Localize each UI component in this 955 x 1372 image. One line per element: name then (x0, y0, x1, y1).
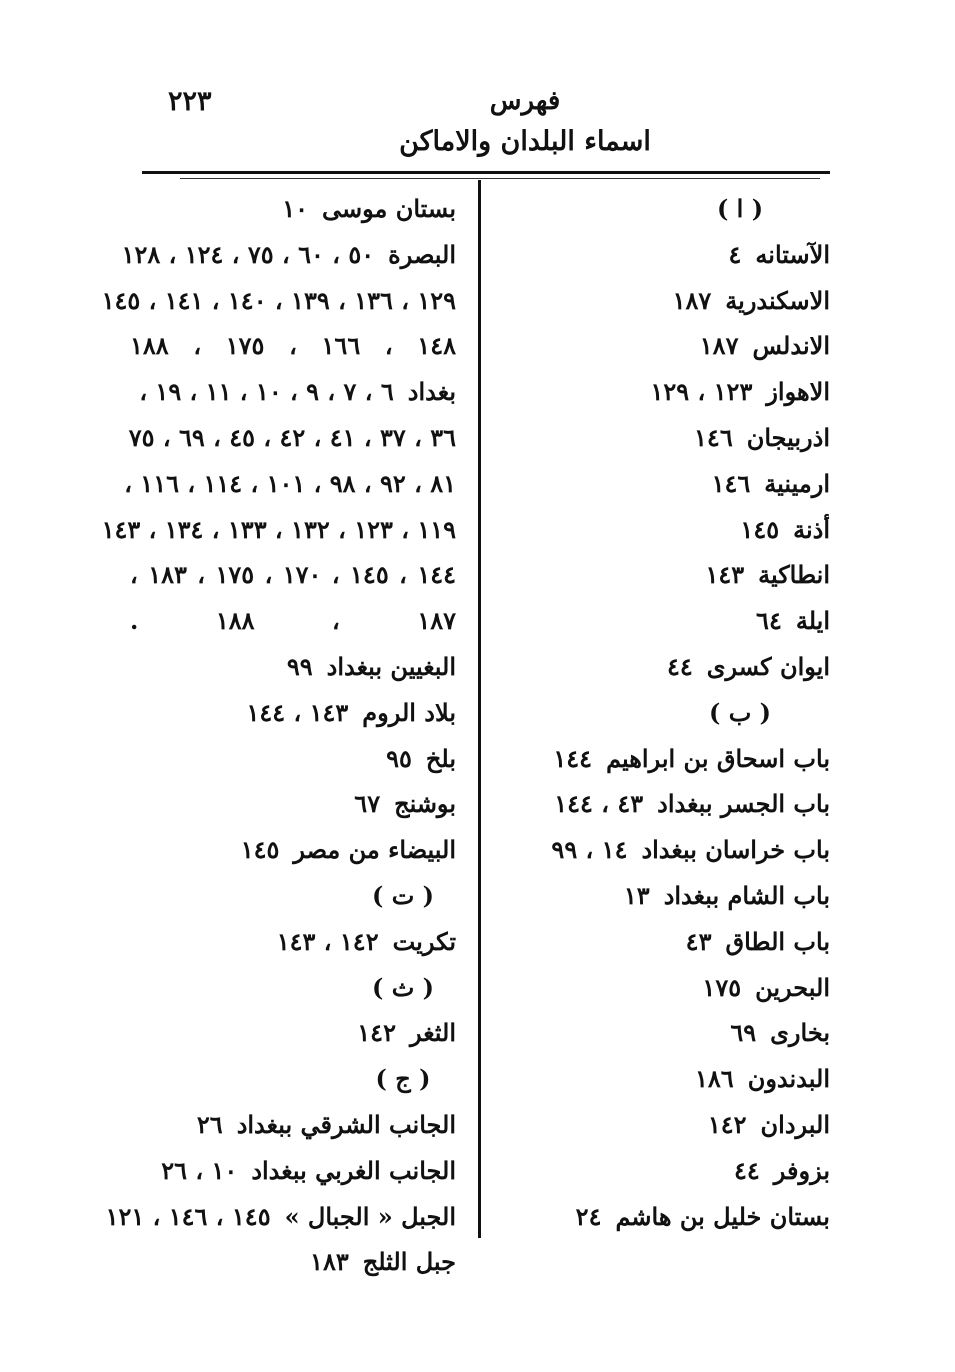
entry-name: الجانب الشرقي ببغداد (236, 1109, 456, 1139)
entry-name: انطاكية (758, 560, 830, 590)
entry-pages: ٤٣ (685, 926, 712, 956)
entry-pages: ١٧٥ (702, 972, 742, 1002)
entry-name: بزوفر (773, 1155, 830, 1185)
index-entry (500, 644, 830, 690)
index-entry (121, 232, 456, 278)
index-entry (500, 1010, 830, 1056)
index-entry (500, 323, 830, 369)
page-refs-continuation: ١٨٧ ، ١٨٨ . (130, 606, 456, 636)
entry-pages: ٤٤ (666, 651, 693, 681)
column-divider (478, 180, 481, 1238)
entry-pages: ٤٤ (733, 1155, 760, 1185)
index-entry (130, 644, 456, 690)
right-column (500, 186, 830, 1239)
index-entry (500, 415, 830, 461)
index-entry (105, 1194, 456, 1240)
index-entry (130, 1010, 456, 1056)
index-entry (500, 461, 830, 507)
entry-pages: ١٤٣ (705, 560, 745, 590)
index-subtitle: اسماء البلدان والاماكن (399, 126, 651, 157)
entry-name: بلخ (425, 743, 456, 773)
index-entry (500, 232, 830, 278)
entry-pages: ١٨٧ (672, 285, 712, 315)
section-letter: ( ا ) (716, 194, 764, 223)
section-letter: ( ج ) (375, 1064, 431, 1094)
entry-name: بغداد (407, 377, 456, 407)
entry-name: ارمينية (764, 468, 830, 498)
entry-pages: ١٤ ، ٩٩ (551, 835, 628, 865)
section-letter: ( ث ) (371, 972, 434, 1002)
section-letter: ( ب ) (708, 697, 771, 727)
index-entry (130, 827, 456, 873)
index-entry (500, 1102, 830, 1148)
page-refs-continuation: ١٤٨ ، ١٦٦ ، ١٧٥ ، ١٨٨ (130, 331, 456, 361)
entry-pages: ١٤٦ (694, 422, 733, 452)
index-title: فهرس (489, 86, 561, 116)
entry-pages: ١٠ ، ٢٦ (161, 1155, 238, 1185)
entry-pages: ١٤٢ (357, 1018, 396, 1048)
index-entry (500, 873, 830, 919)
entry-pages: ١٣ (623, 880, 650, 910)
index-entry (130, 690, 456, 736)
index-entry (130, 1102, 456, 1148)
entry-name: بوشنج (394, 789, 456, 819)
entry-name: ايلة (795, 606, 830, 636)
entry-pages: ٦ ، ٧ ، ٩ ، ١٠ ، ١١ ، ١٩ ، (139, 377, 394, 407)
entry-name: البردان (760, 1109, 830, 1139)
page-refs-continuation: ١٤٤ ، ١٤٥ ، ١٧٠ ، ١٧٥ ، ١٨٣ ، (130, 560, 456, 590)
entry-name: البيضاء من مصر (293, 835, 456, 865)
index-entry (130, 369, 456, 415)
entry-name: البحرين (755, 972, 830, 1002)
entry-pages: ٦٩ (730, 1018, 757, 1048)
index-entry (130, 1239, 456, 1285)
index-entry (500, 965, 830, 1011)
page-refs-continuation: ١٢٩ ، ١٣٦ ، ١٣٩ ، ١٤٠ ، ١٤١ ، ١٤٥ (101, 285, 456, 315)
page-refs-continuation: ٣٦ ، ٣٧ ، ٤١ ، ٤٢ ، ٤٥ ، ٦٩ ، ٧٥ (128, 422, 456, 452)
entry-pages: ٢٤ (575, 1201, 602, 1231)
entry-name: باب الجسر ببغداد (657, 789, 830, 819)
index-entry (500, 1194, 830, 1240)
entry-pages: ١٤٥ ، ١٤٦ ، ١٢١ (105, 1201, 271, 1231)
index-entry (500, 736, 830, 782)
entry-pages: ١٠ (282, 194, 308, 223)
section-letter: ( ت ) (371, 880, 434, 910)
entry-name: أذنة (793, 514, 830, 544)
index-entry (130, 781, 456, 827)
index-entry (500, 781, 830, 827)
index-entry (130, 919, 456, 965)
entry-pages: ٩٩ (286, 651, 313, 681)
entry-pages: ١٤٥ (240, 835, 280, 865)
header-rule (142, 171, 830, 174)
index-entry (130, 1148, 456, 1194)
entry-name: الاندلس (752, 331, 830, 361)
entry-name: باب الطاق (725, 926, 830, 956)
entry-pages: ١٢٣ ، ١٢٩ (650, 377, 753, 407)
header-rule-thin (180, 178, 820, 179)
entry-name: الجبل « الجبال » (284, 1201, 456, 1231)
page-refs-continuation: ١١٩ ، ١٢٣ ، ١٣٢ ، ١٣٣ ، ١٣٤ ، ١٤٣ (101, 514, 456, 544)
index-entry (500, 1148, 830, 1194)
index-entry (500, 278, 830, 324)
entry-pages: ٢٦ (196, 1109, 223, 1139)
entry-name: بستان خليل بن هاشم (615, 1201, 830, 1231)
entry-pages: ١٤٥ (740, 514, 780, 544)
entry-pages: ٤ (728, 239, 742, 269)
entry-name: بستان موسى (322, 194, 456, 223)
index-entry (500, 827, 830, 873)
entry-name: الاهواز (766, 377, 830, 407)
entry-name: اذربيجان (746, 422, 830, 452)
entry-name: الجانب الغربي ببغداد (251, 1155, 456, 1185)
entry-name: الآستانه (755, 239, 830, 269)
page-number: ٢٢٣ (168, 86, 212, 117)
entry-pages: ١٤٦ (711, 468, 751, 498)
entry-pages: ١٤٣ ، ١٤٤ (246, 697, 349, 727)
index-entry (500, 598, 830, 644)
entry-pages: ١٨٣ (310, 1247, 349, 1277)
entry-name: البغيين ببغداد (326, 651, 456, 681)
entry-name: باب الشام ببغداد (663, 880, 830, 910)
entry-name: الثغر (409, 1018, 456, 1048)
entry-name: البدندون (747, 1064, 830, 1094)
entry-name: البصرة (388, 239, 456, 269)
entry-pages: ٤٣ ، ١٤٤ (554, 789, 644, 819)
entry-pages: ١٨٧ (699, 331, 739, 361)
index-entry (500, 919, 830, 965)
entry-pages: ١٤٤ (553, 743, 593, 773)
entry-name: تكريت (392, 926, 456, 956)
entry-name: باب خراسان ببغداد (641, 835, 830, 865)
entry-name: جبل الثلج (362, 1247, 456, 1277)
entry-name: بلاد الروم (362, 697, 456, 727)
entry-pages: ٦٤ (756, 606, 782, 636)
index-entry (500, 369, 830, 415)
entry-name: باب اسحاق بن ابراهيم (606, 743, 830, 773)
page-refs-continuation: ٨١ ، ٩٢ ، ٩٨ ، ١٠١ ، ١١٤ ، ١١٦ ، (124, 468, 456, 498)
entry-pages: ١٨٦ (695, 1064, 734, 1094)
entry-pages: ٥٠ ، ٦٠ ، ٧٥ ، ١٢٤ ، ١٢٨ (121, 239, 375, 269)
index-entry (130, 186, 456, 232)
index-entry (130, 736, 456, 782)
entry-pages: ١٤٢ ، ١٤٣ (276, 926, 379, 956)
index-entry (500, 1056, 830, 1102)
index-entry (500, 507, 830, 553)
index-entry (500, 552, 830, 598)
entry-pages: ٦٧ (354, 789, 381, 819)
entry-name: الاسكندرية (725, 285, 830, 315)
entry-pages: ١٤٢ (707, 1109, 747, 1139)
entry-pages: ٩٥ (386, 743, 412, 773)
entry-name: ايوان كسرى (706, 651, 830, 681)
entry-name: بخارى (770, 1018, 830, 1048)
left-column (101, 186, 456, 1285)
